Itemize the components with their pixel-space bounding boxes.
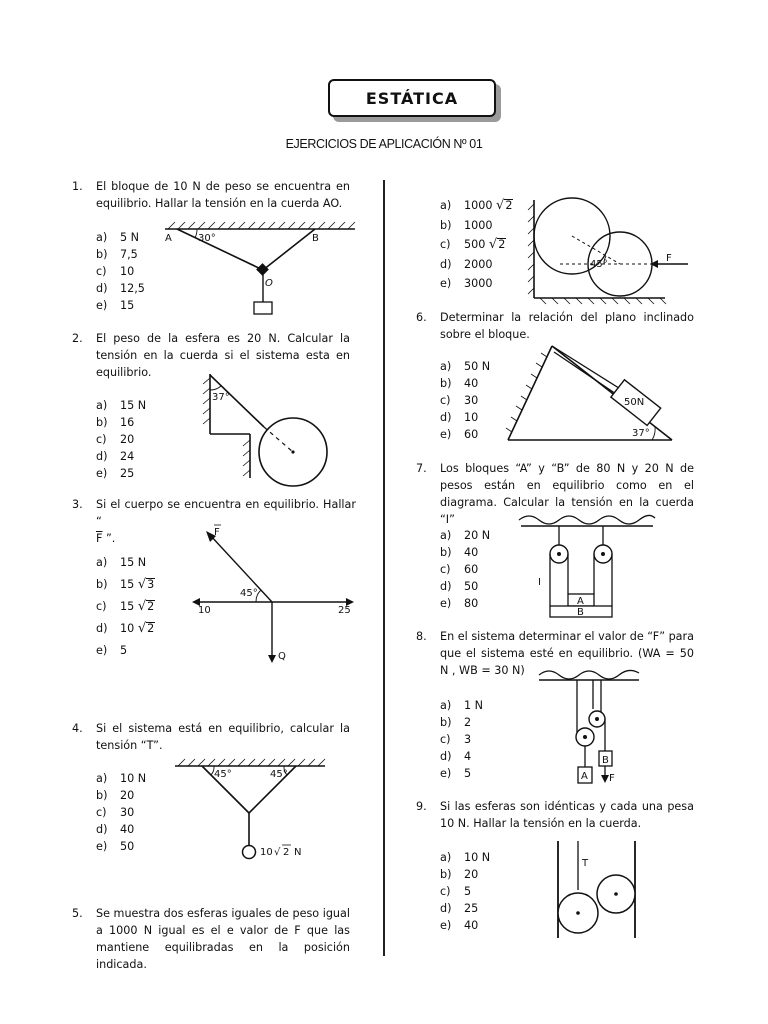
option-e: e) 50 (96, 840, 135, 853)
label-a: A (165, 233, 172, 244)
label-10: 10 (198, 605, 211, 616)
option-a: a) 50 N (440, 360, 491, 373)
label-b: B (312, 233, 319, 244)
question-number: 6. (416, 311, 427, 324)
label-weight-unit: N (294, 847, 302, 858)
options-q6 (440, 358, 490, 443)
question-number: 5. (72, 907, 83, 920)
page-subtitle: EJERCICIOS DE APLICACIÓN Nº 01 (285, 137, 483, 151)
label-f: F (666, 253, 672, 264)
wall-hatch-upper (203, 378, 210, 424)
ceiling-wave (539, 670, 639, 679)
option-d: d) 4 (440, 750, 472, 763)
option-b: b) 40 (440, 377, 479, 390)
label-b: B (602, 755, 609, 766)
svg-text:√: √ (274, 847, 281, 858)
label-weight-root: 2 (283, 847, 290, 858)
options-q9 (440, 849, 490, 934)
diagram-q4 (170, 758, 340, 863)
question-4 (72, 720, 350, 754)
label-b: B (577, 607, 584, 618)
option-d: d) 40 (96, 823, 135, 836)
rope-ob (263, 229, 315, 270)
label-angle: 45° (240, 588, 258, 599)
question-number: 1. (72, 180, 83, 193)
options-q5 (440, 196, 513, 294)
option-c: c) 10 (96, 265, 135, 278)
label-f: F (609, 773, 615, 784)
ceiling-wave (519, 515, 655, 524)
question-text: Si el cuerpo se encuentra en equilibrio. Hallar “ $\overline{F}$ ”. (96, 498, 356, 545)
diagram-q6 (500, 338, 680, 446)
question-text: Se muestra dos esferas iguales de peso igual a 1000 N igual es el e valor de F que las mantiene equilibradas en la posición indicada. (96, 907, 350, 971)
question-9 (416, 798, 694, 832)
option-d: d) 2000 (440, 257, 493, 271)
question-number: 2. (72, 332, 83, 345)
option-b: b) 15 √3 (96, 577, 155, 592)
angle-arc (210, 386, 221, 390)
floor-hatch (540, 298, 666, 304)
question-number: 8. (416, 630, 427, 643)
option-c: c) 3 (440, 733, 472, 746)
option-e: e) 80 (440, 597, 479, 610)
question-5 (72, 905, 350, 973)
wall-hatch (528, 204, 534, 294)
ceiling-hatch (178, 759, 325, 766)
option-a: a) 15 N (96, 556, 147, 569)
wall-hatch (506, 353, 547, 432)
option-a: a) 10 N (96, 772, 147, 785)
options-q4 (96, 770, 146, 855)
option-b: b) 40 (440, 546, 479, 559)
option-a: a) 20 N (440, 529, 491, 542)
rope-b (554, 352, 619, 396)
label-f: F (214, 527, 220, 538)
diagram-q9 (552, 838, 642, 943)
option-c: c) 20 (96, 433, 135, 446)
diagram-q3 (190, 525, 360, 670)
diagram-q2 (200, 370, 340, 482)
rope-ao (177, 229, 263, 270)
option-e: e) 3000 (440, 277, 493, 290)
option-c: c) 30 (96, 806, 135, 819)
rope-a (552, 346, 622, 390)
question-text: El peso de la esfera es 20 N. Calcular la tensión en la cuerda si el sistema esta en equilibrio. (96, 332, 350, 379)
label-angle-left: 45° (214, 769, 232, 780)
column-divider (383, 180, 385, 956)
incline (552, 346, 672, 440)
question-number: 9. (416, 800, 427, 813)
option-a: a) 15 N (96, 399, 147, 412)
label-q: Q (278, 651, 286, 662)
label-a: A (577, 596, 584, 607)
question-text: Si el sistema está en equilibrio, calcular la tensión “T”. (96, 722, 350, 752)
question-text: En el sistema determinar el valor de “F” para que el sistema esté en equilibrio. (WA = 50 N , WB = 30 N) (440, 630, 694, 677)
option-b: b) 1000 (440, 218, 493, 232)
wall (508, 346, 552, 440)
diagram-q5 (520, 192, 695, 307)
option-b: b) 20 (440, 868, 479, 881)
options-q3 (96, 552, 155, 662)
option-d: d) 10 √2 (96, 621, 155, 636)
option-d: d) 25 (440, 902, 479, 915)
diagram-q7 (515, 510, 660, 620)
option-c: c) 15 √2 (96, 599, 155, 614)
option-d: d) 50 (440, 580, 479, 593)
option-e: e) 5 (440, 767, 472, 780)
label-a: A (581, 771, 588, 782)
angle-arc (195, 229, 197, 238)
option-a: a) 1000 √2 (440, 198, 513, 213)
options-q7 (440, 527, 490, 612)
label-o: O (265, 278, 273, 289)
option-a: a) 1 N (440, 699, 484, 712)
option-e: e) 40 (440, 919, 479, 932)
wall-hatch-lower (243, 440, 250, 476)
option-c: c) 30 (440, 394, 479, 407)
option-e: e) 15 (96, 299, 135, 312)
option-c: c) 60 (440, 563, 479, 576)
question-text: El bloque de 10 N de peso se encuentra en equilibrio. Hallar la tensión en la cuerda AO. (96, 180, 350, 210)
option-a: a) 10 N (440, 851, 491, 864)
question-number: 4. (72, 722, 83, 735)
options-q1 (96, 229, 145, 314)
question-text: Los bloques “A” y “B” de 80 N y 20 N de pesos están en equilibrio como en el diagrama. Calcular la tensión en la cuerda “I” (440, 462, 694, 526)
label-i: I (538, 577, 541, 588)
question-text: Determinar la relación del plano inclinado sobre el bloque. (440, 311, 694, 341)
label-angle: 37° (632, 428, 650, 439)
option-a: a) 5 N (96, 231, 140, 244)
question-number: 7. (416, 462, 427, 475)
question-text: Si las esferas son idénticas y cada una pesa 10 N. Hallar la tensión en la cuerda. (440, 800, 694, 830)
page-title (328, 79, 496, 117)
arrow-f (601, 775, 609, 783)
option-d: d) 10 (440, 411, 479, 424)
label-block: 50N (624, 397, 645, 408)
arrow-down (268, 655, 276, 663)
options-q2 (96, 397, 146, 482)
option-d: d) 24 (96, 450, 135, 463)
diagram-q1 (150, 220, 360, 345)
question-1 (72, 178, 350, 212)
label-t: T (582, 858, 589, 869)
label-angle: 37° (212, 392, 230, 403)
block (254, 302, 272, 314)
ceiling-hatch (168, 222, 355, 229)
weight (243, 846, 256, 859)
option-b: b) 2 (440, 716, 472, 729)
option-b: b) 16 (96, 416, 135, 429)
option-b: b) 20 (96, 789, 135, 802)
option-e: e) 25 (96, 467, 135, 480)
diagram-q8 (535, 665, 645, 790)
angle-arc (652, 427, 655, 440)
label-25: 25 (338, 605, 351, 616)
label-angle: 45° (590, 259, 608, 270)
option-d: d) 12,5 (96, 282, 145, 295)
question-number: 3. (72, 498, 83, 511)
options-q8 (440, 697, 483, 782)
label-angle-right: 45° (270, 769, 288, 780)
label-weight: 10 (260, 847, 273, 858)
option-c: c) 5 (440, 885, 472, 898)
option-b: b) 7,5 (96, 248, 138, 261)
title-text: ESTÁTICA (365, 88, 459, 108)
sphere-center (291, 450, 294, 453)
label-angle: 30° (198, 233, 216, 244)
option-e: e) 5 (96, 644, 128, 657)
option-e: e) 60 (440, 428, 479, 441)
option-c: c) 500 √2 (440, 237, 506, 252)
